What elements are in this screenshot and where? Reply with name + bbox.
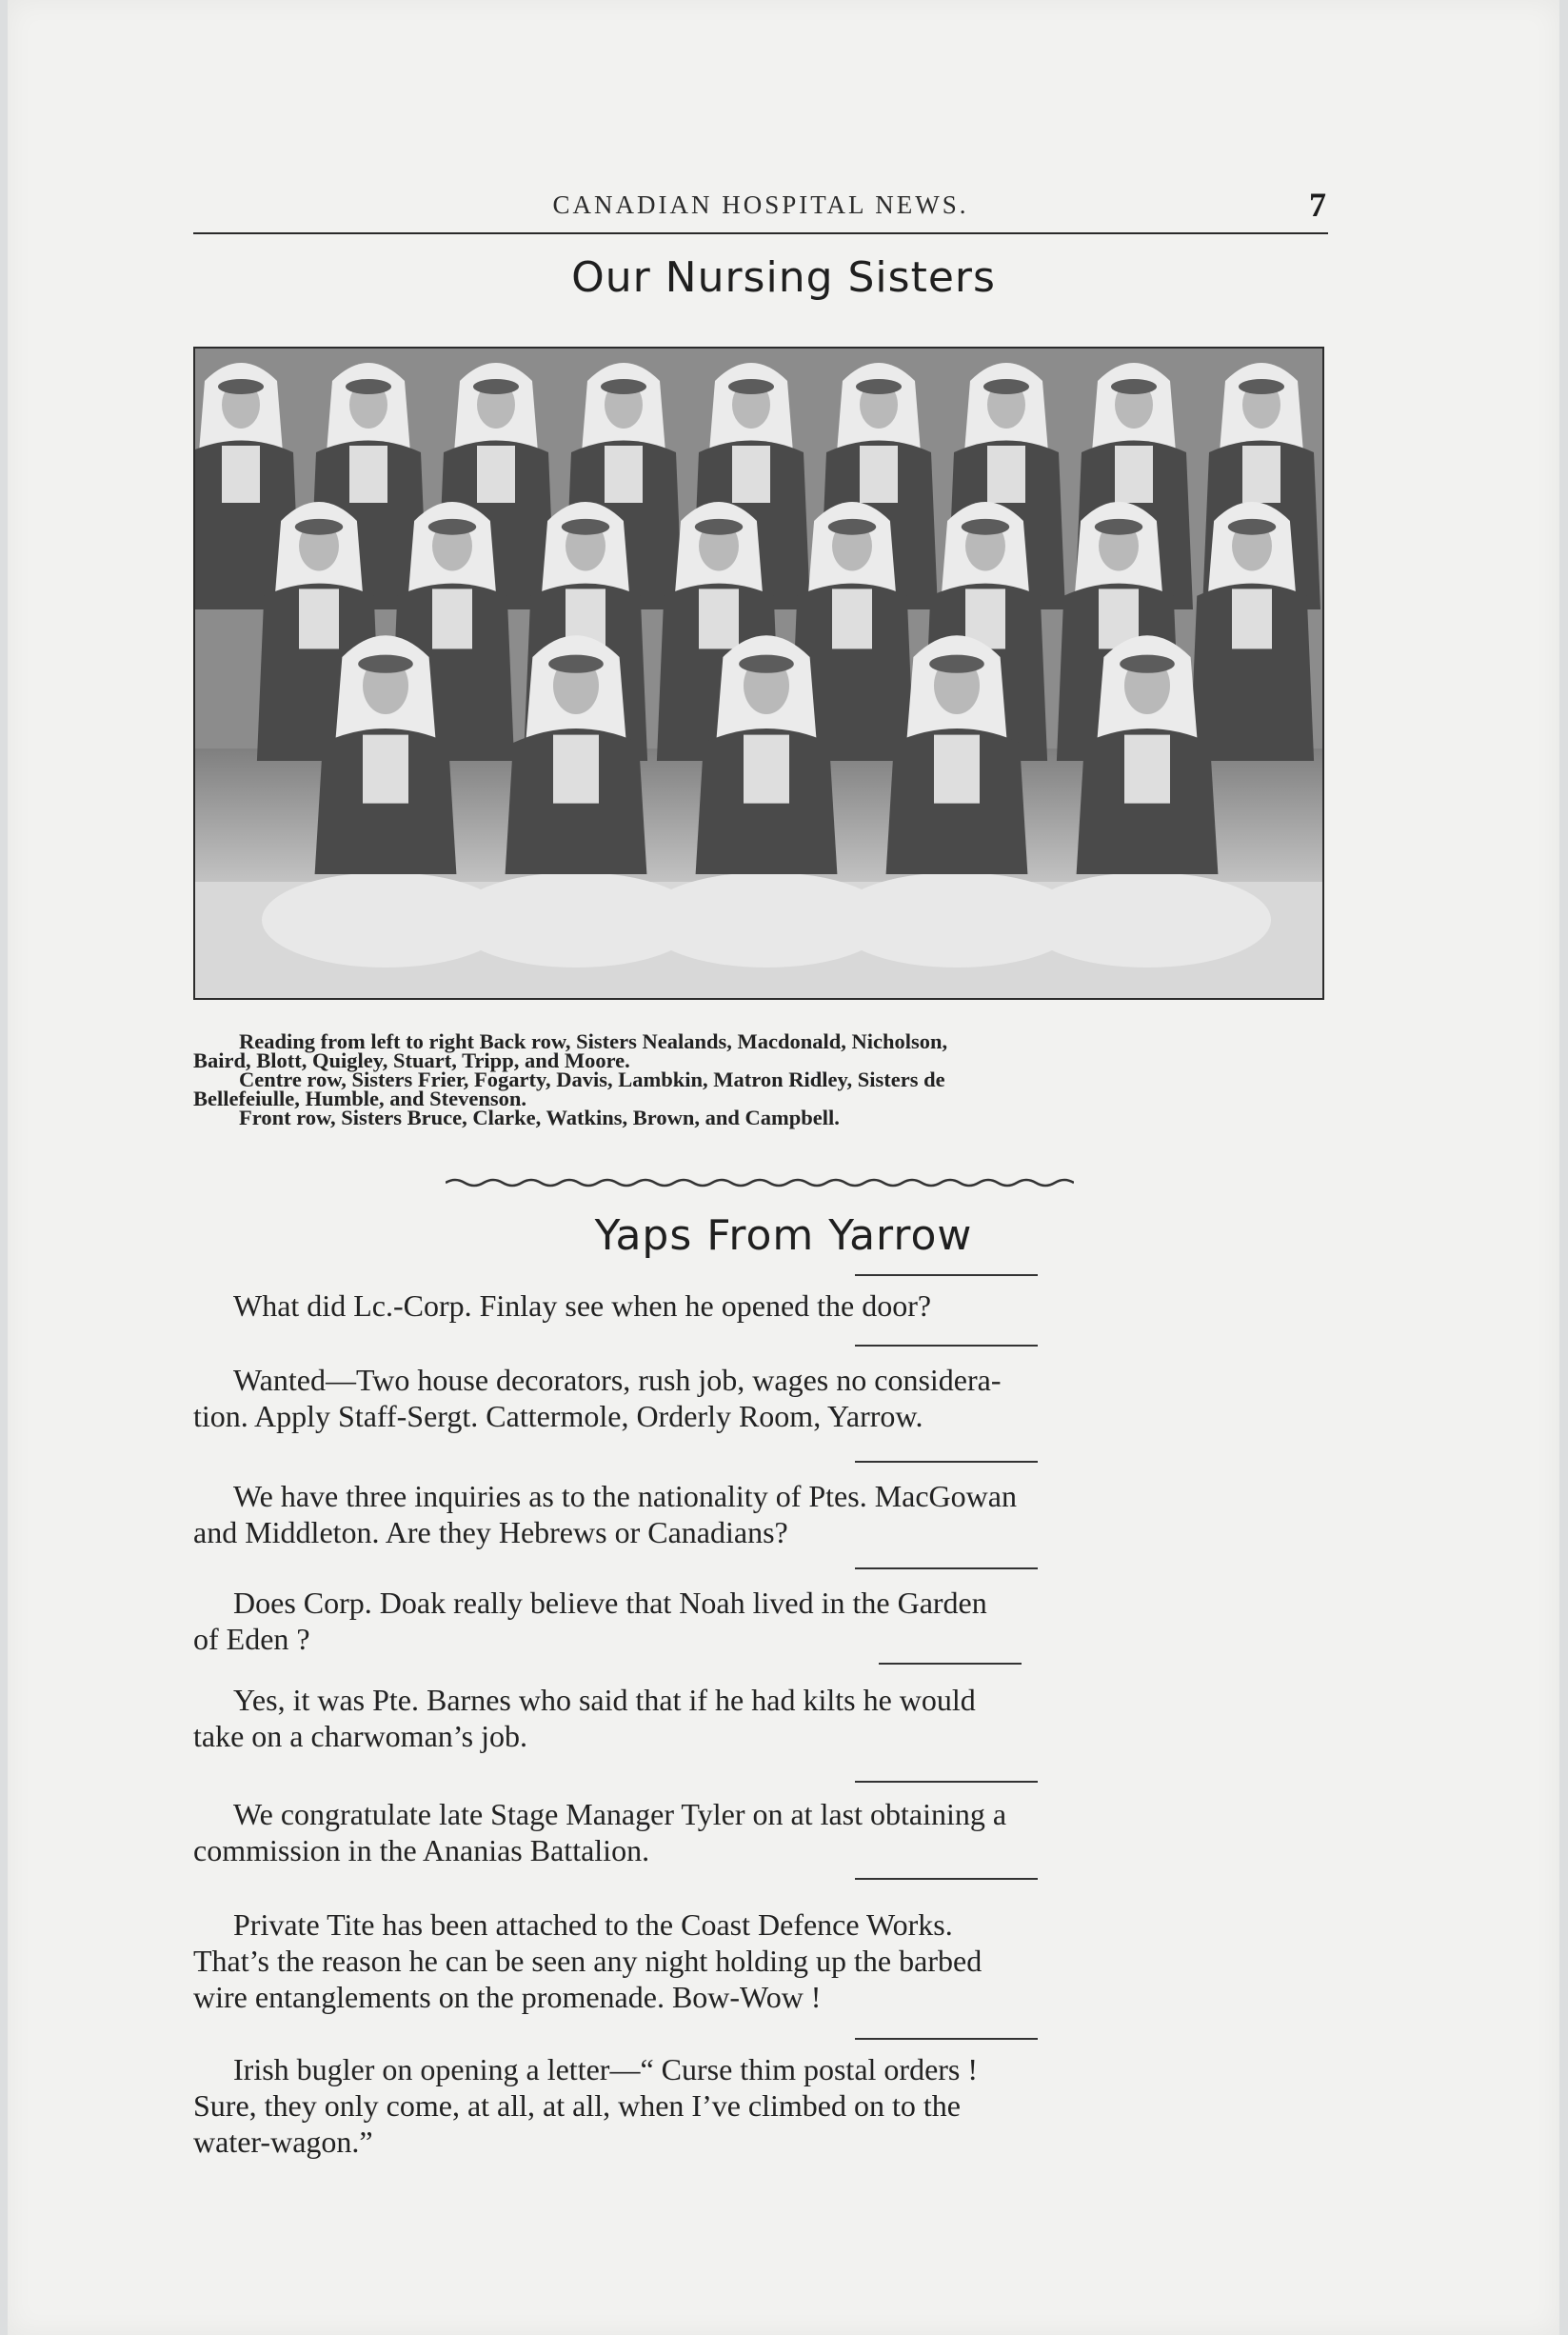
yap-line: That’s the reason he can be seen any night holding up the barbed: [193, 1944, 982, 1978]
yap-item: [193, 1287, 1336, 1324]
wavy-ornament: [446, 1173, 1074, 1192]
running-head: [193, 186, 1328, 234]
yap-line: What did Lc.-Corp. Finlay see when he opened the door?: [233, 1288, 932, 1323]
group-photograph: [193, 347, 1324, 1000]
caption-line: Baird, Blott, Quigley, Stuart, Tripp, and Moore.: [193, 1048, 630, 1072]
yap-line: Private Tite has been attached to the Coast Defence Works.: [233, 1907, 953, 1942]
yap-item: [193, 1796, 1336, 1868]
separator-rule: [855, 1878, 1038, 1880]
yaps-title: Yaps From Yarrow: [594, 1211, 973, 1260]
caption-line: Bellefeiulle, Humble, and Stevenson.: [193, 1087, 527, 1110]
nursing-sisters-title: Our Nursing Sisters: [571, 253, 996, 302]
caption-line: Reading from left to right Back row, Sisters Nealands, Macdonald, Nicholson,: [239, 1029, 948, 1053]
separator-rule: [855, 1461, 1038, 1463]
caption-line: Centre row, Sisters Frier, Fogarty, Davis, Lambkin, Matron Ridley, Sisters de: [239, 1068, 945, 1091]
caption-line: Front row, Sisters Bruce, Clarke, Watkins, Brown, and Campbell.: [239, 1106, 840, 1129]
yap-line: We have three inquiries as to the nationality of Ptes. MacGowan: [233, 1479, 1017, 1513]
separator-rule: [855, 2038, 1038, 2040]
yap-line: Wanted—Two house decorators, rush job, wages no considera-: [233, 1363, 1002, 1397]
page-number: 7: [1309, 186, 1326, 224]
yap-line: wire entanglements on the promenade. Bow-Wow !: [193, 1980, 822, 2014]
separator-rule: [855, 1274, 1038, 1276]
separator-rule: [855, 1345, 1038, 1347]
yap-line: and Middleton. Are they Hebrews or Canadians?: [193, 1515, 788, 1549]
yap-line: take on a charwoman’s job.: [193, 1719, 527, 1753]
separator-rule: [855, 1781, 1038, 1783]
running-title: CANADIAN HOSPITAL NEWS.: [552, 190, 969, 219]
yap-line: water-wagon.”: [193, 2125, 373, 2159]
yap-line: Irish bugler on opening a letter—“ Curse thim postal orders !: [233, 2052, 979, 2086]
yap-line: Yes, it was Pte. Barnes who said that if he had kilts he would: [233, 1683, 976, 1717]
page-sheet: [8, 0, 1559, 2335]
separator-rule: [855, 1567, 1038, 1569]
yap-item: [193, 2051, 1336, 2160]
yap-item: [193, 1478, 1336, 1550]
separator-rule: [879, 1663, 1022, 1665]
yap-item: [193, 1362, 1336, 1434]
yap-line: of Eden ?: [193, 1622, 310, 1656]
yap-line: commission in the Ananias Battalion.: [193, 1833, 650, 1867]
yap-line: Does Corp. Doak really believe that Noah lived in the Garden: [233, 1586, 987, 1620]
yap-item: [193, 1906, 1336, 2015]
photo-illustration: [195, 349, 1322, 998]
yap-line: Sure, they only come, at all, at all, when I’ve climbed on to the: [193, 2088, 961, 2123]
yap-item: [193, 1682, 1336, 1754]
yap-item: [193, 1585, 1336, 1657]
yap-line: tion. Apply Staff-Sergt. Cattermole, Orderly Room, Yarrow.: [193, 1399, 923, 1433]
yap-line: We congratulate late Stage Manager Tyler on at last obtaining a: [233, 1797, 1007, 1831]
photo-caption: [193, 1029, 1336, 1129]
